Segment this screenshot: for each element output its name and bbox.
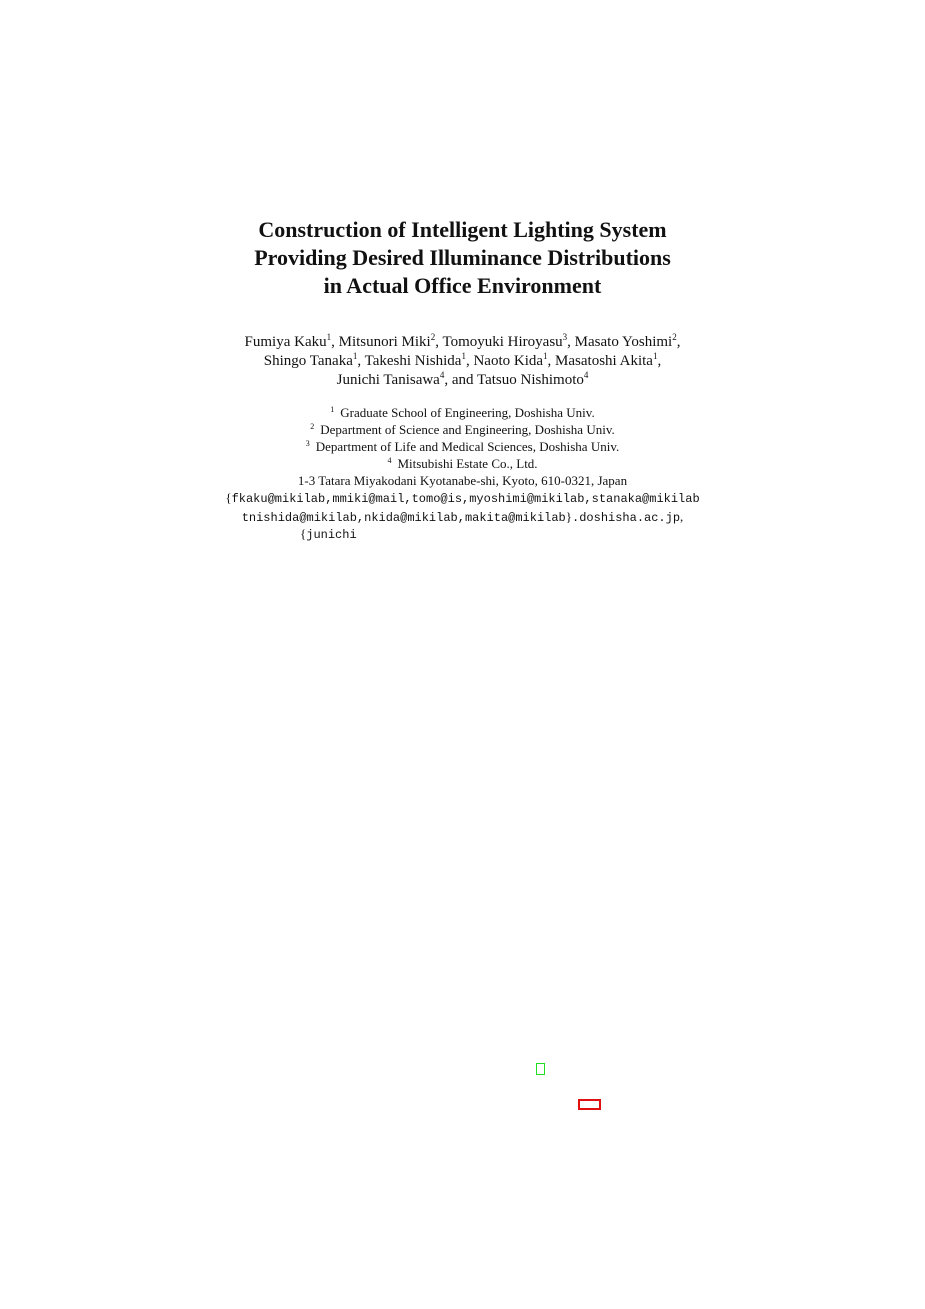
author-name: Naoto Kida	[473, 353, 544, 369]
author-name: Masatoshi Akita	[555, 353, 653, 369]
email-line-1: {fkaku@mikilab,mmiki@mail,tomo@is,myoshimi@mikilab,stanaka@mikilab	[225, 490, 700, 506]
title-line-1: Construction of Intelligent Lighting System	[258, 217, 667, 242]
author-sup: 1	[543, 351, 548, 362]
author-name: and Tatsuo Nishimoto	[451, 372, 584, 388]
green-marker-box	[536, 1063, 545, 1075]
affiliation-3: $^3$ Department of Life and Medical Sciences, Doshisha Univ.	[305, 438, 620, 454]
author-name: Fumiya Kaku	[244, 334, 327, 350]
author-sup: 3	[562, 332, 568, 343]
author-sup: 1	[652, 351, 658, 362]
affiliation-2: $^2$ Department of Science and Engineering, Doshisha Univ.	[310, 421, 615, 437]
author-name: Mitsunori Miki	[338, 334, 431, 350]
affiliation-4: $^4$ Mitsubishi Estate Co., Ltd.	[387, 455, 538, 471]
author-name: Tomoyuki Hiroyasu	[442, 334, 563, 350]
author-sup: 1	[326, 332, 332, 343]
author-sup: 2	[672, 332, 677, 343]
affiliation-1: $^1$ Graduate School of Engineering, Doshisha Univ.	[330, 404, 595, 420]
email-list: junichi	[306, 528, 357, 542]
author-line-2: Shingo Tanaka$^1$, Takeshi Nishida$^1$, Naoto Kida$^1$, Masatoshi Akita$^1$,	[263, 351, 662, 369]
author-sup: 4	[439, 370, 445, 381]
email-list: tnishida@mikilab,nkida@mikilab,makita@mikilab	[241, 511, 566, 525]
email-list: fkaku@mikilab,mmiki@mail,tomo@is,myoshimi@mikilab,stanaka@mikilab	[231, 492, 700, 506]
author-sup: 1	[352, 351, 358, 362]
author-sup: 1	[461, 351, 466, 362]
email-line-3: {junichi	[300, 526, 357, 542]
author-name: Masato Yoshimi	[574, 334, 673, 350]
author-line-3: Junichi Tanisawa$^4$, and Tatsuo Nishimoto$^4$	[336, 370, 589, 388]
author-list	[0, 333, 925, 390]
author-sup: 2	[430, 332, 436, 343]
email-line-2: tnishida@mikilab,nkida@mikilab,makita@mikilab}.doshisha.ac.jp,	[241, 509, 684, 525]
author-name: Junichi Tanisawa	[336, 372, 440, 388]
red-marker-box	[578, 1099, 601, 1110]
email-domain: .doshisha.ac.jp	[572, 511, 681, 525]
postal-address: 1-3 Tatara Miyakodani Kyotanabe-shi, Kyoto, 610-0321, Japan	[297, 473, 628, 488]
affiliations	[0, 404, 925, 527]
author-line-1: Fumiya Kaku$^1$, Mitsunori Miki$^2$, Tomoyuki Hiroyasu$^3$, Masato Yoshimi$^2$,	[244, 332, 681, 350]
author-name: Takeshi Nishida	[364, 353, 462, 369]
author-sup: 4	[583, 370, 589, 381]
title-line-2: Providing Desired Illuminance Distributions	[254, 245, 671, 270]
title-line-3: in Actual Office Environment	[323, 273, 602, 298]
author-name: Shingo Tanaka	[263, 353, 353, 369]
paper-title	[0, 216, 925, 300]
